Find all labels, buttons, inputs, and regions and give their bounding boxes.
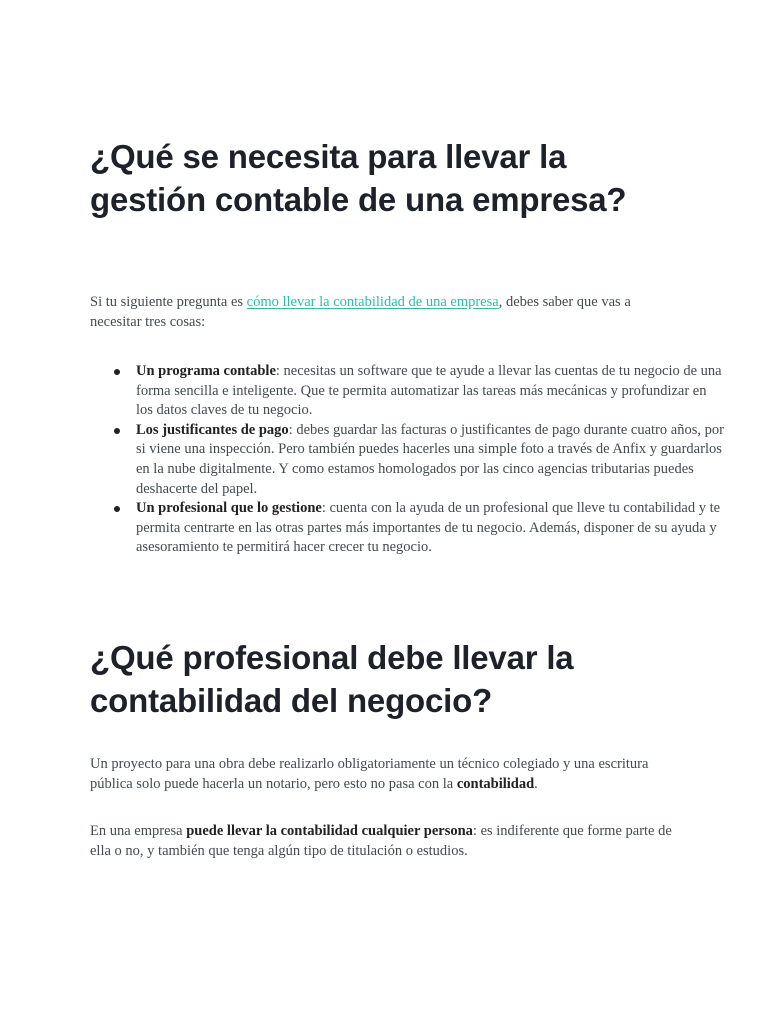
bullet-icon	[114, 506, 120, 512]
persona-text: En una empresa	[90, 823, 187, 839]
item-title: Un profesional que lo gestione	[136, 500, 322, 517]
obra-text-end: .	[534, 775, 538, 792]
section-heading-gestion-contable: ¿Qué se necesita para llevar la gestión contable de una empresa?	[90, 138, 627, 218]
obra-text: Un proyecto para una obra debe realizarlo obligatoriamente un técnico colegiado y una escritura pública solo puede hacerla un notario, pero esto no pasa con la	[90, 756, 649, 792]
item-text: : debes guardar las facturas o justificantes de pago durante cuatro años, por si viene una inspección. Pero también puedes hacerles una simple foto a través de Anfix y guardarlos en la nube digitalmente. Y como estamos homologados por las cinco agencias tributarias puedes deshacerte del papel.	[136, 421, 724, 497]
section-heading-profesional: ¿Qué profesional debe llevar la contabilidad del negocio?	[90, 639, 574, 719]
list-item	[136, 421, 726, 499]
item-text: : cuenta con la ayuda de un profesional que lleve tu contabilidad y te permita centrarte en las otras partes más importantes de tu negocio. Además, disponer de su ayuda y asesoramiento te permitirá hacer crecer tu negocio.	[136, 500, 721, 556]
bullet-icon	[114, 428, 120, 434]
list-item	[136, 499, 726, 558]
intro-text-end: , debes saber que vas a necesitar tres cosas:	[90, 294, 631, 330]
item-title: Los justificantes de pago	[136, 421, 289, 438]
contabilidad-bold: contabilidad	[456, 775, 535, 792]
obra-paragraph	[90, 755, 680, 794]
requirements-list	[90, 362, 726, 558]
item-title: Un programa contable	[136, 363, 276, 379]
persona-bold: puede llevar la contabilidad cualquier persona	[186, 823, 473, 839]
list-item	[136, 362, 726, 421]
contabilidad-empresa-link[interactable]: cómo llevar la contabilidad de una empresa	[246, 294, 499, 310]
item-text: : necesitas un software que te ayude a llevar las cuentas de tu negocio de una forma sencilla e inteligente. Que te permita automatizar las tareas más mecánicas y profundizar en los datos claves de tu negocio.	[136, 363, 722, 419]
persona-text-end: : es indiferente que forme parte de ella o no, y también que tenga algún tipo de titulación o estudios.	[90, 823, 672, 859]
persona-paragraph	[90, 822, 680, 861]
bullet-icon	[114, 369, 120, 375]
intro-text: Si tu siguiente pregunta es	[90, 294, 247, 310]
intro-paragraph	[90, 293, 680, 332]
